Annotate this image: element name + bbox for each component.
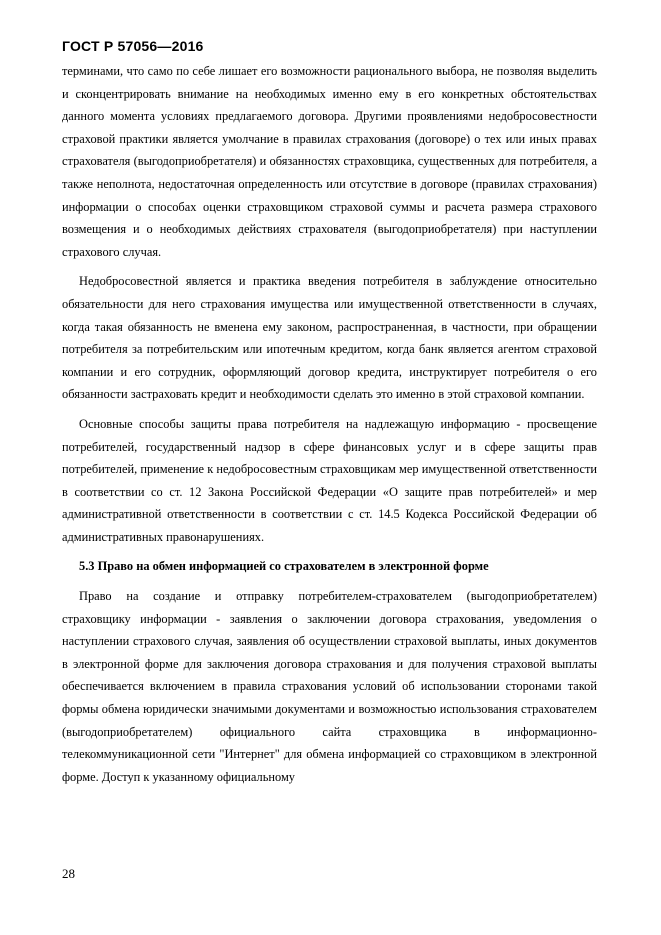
section-paragraph: Право на создание и отправку потребителем-страхователем (выгодоприобретателем) страховщику информации - заявления о заключении договора страхования, уведомления о наступлении страхового случая, заявления об осуществлении страховой выплаты, иных документов в электронной форме для заключения договора страхования и для получения страховой выплаты обеспечивается включением в правила страхования условий об использовании сторонами такой формы обмена юридически значимыми документами и возможностью использования страхователем (выгодоприобретателем) официального сайта страховщика в информационно-телекоммуникационной сети "Интернет" для обмена информацией со страховщиком в электронной форме. Доступ к указанному официальному <box>62 589 597 784</box>
paragraph: Недобросовестной является и практика введения потребителя в заблуждение относительно обязательности для него страхования имущества или имущественной ответственности в случаях, когда такая обязанность не вменена ему законом, распространенная, в частности, при обращении потребителя за потребительским или ипотечным кредитом, когда банк является агентом страховой компании и его сотрудник, оформляющий договор кредита, инструктирует потребителя о его обязанности застраховать кредит и необходимости сделать это именно в этой страховой компании. <box>62 274 597 402</box>
standard-number-header: ГОСТ Р 57056—2016 <box>62 38 204 54</box>
page-number: 28 <box>62 866 75 881</box>
document-body <box>62 60 597 788</box>
section-heading: 5.3 Право на обмен информацией со страхователем в электронной форме <box>79 559 489 574</box>
paragraph: Основные способы защиты права потребителя на надлежащую информацию - просвещение потребителей, государственный надзор в сфере финансовых услуг и в сфере защиты прав потребителей, применение к недобросовестным страховщикам мер имущественной ответственности в соответствии со ст. 12 Закона Российской Федерации «О защите прав потребителей» и мер административной ответственности в соответствии с ст. 14.5 Кодекса Российской Федерации об административных правонарушениях. <box>62 416 597 544</box>
paragraph-continued: терминами, что само по себе лишает его возможности рационального выбора, не позволяя выделить и сконцентрировать внимание на необходимых именно ему в его конкретных обстоятельствах данного момента условиях предлагаемого договора. Другими проявлениями недобросовестности страховой практики является умолчание в правилах страхования (договоре) о тех или иных правах страхователя (выгодоприобретателя) и обязанностях страховщика, существенных для потребителя, а также неполнота, недостаточная определенность или отсутствие в договоре (правилах страхования) информации о способах оценки страховщиком страховой суммы и расчета размера страхового возмещения и о необходимых действиях страхователя (выгодоприобретателя) при наступлении страхового случая. <box>62 64 597 259</box>
